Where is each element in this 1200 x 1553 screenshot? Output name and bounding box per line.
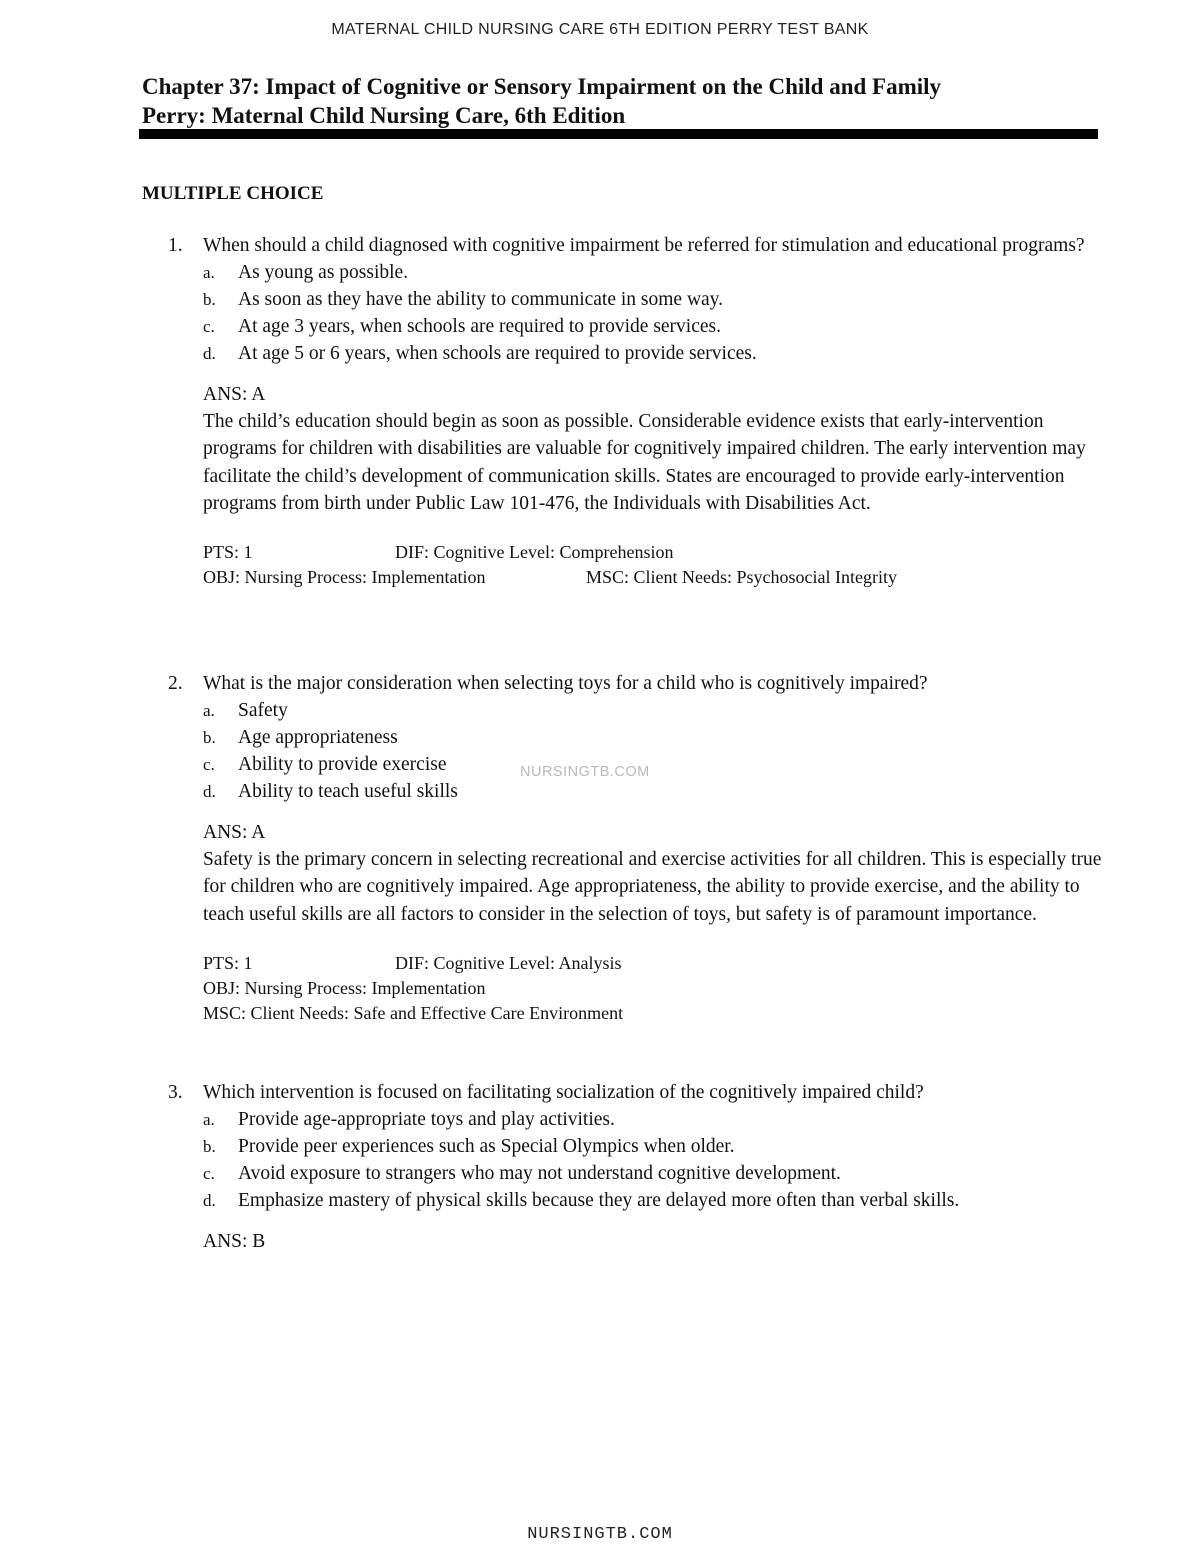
- question-metadata: [142, 540, 1102, 590]
- option-letter: d.: [203, 344, 216, 363]
- option-letter: d.: [203, 1191, 216, 1210]
- option-c: [142, 1160, 1102, 1187]
- page-footer: NURSINGTB.COM: [527, 1525, 673, 1544]
- option-text: Safety: [238, 700, 288, 721]
- option-text: At age 3 years, when schools are required to provide services.: [238, 316, 721, 337]
- option-letter: d.: [203, 782, 216, 801]
- option-letter: c.: [203, 1164, 215, 1183]
- option-d: [142, 1187, 1098, 1214]
- option-letter: a.: [203, 1110, 215, 1129]
- rationale: Safety is the primary concern in selecting recreational and exercise activities for all children. This is especially true for children who are cognitively impaired. Age appropriateness, the ability to provide exercise, and the ability to teach useful skills are all factors to consider in the selection of toys, but safety is of paramount importance.: [203, 849, 1102, 925]
- question-metadata: [142, 951, 1102, 1026]
- option-d: [142, 778, 1102, 805]
- option-letter: b.: [203, 1137, 216, 1156]
- answer-options: [142, 259, 1102, 367]
- question-1: [142, 232, 1102, 590]
- answer-options: [142, 697, 1102, 805]
- question-3: [142, 1079, 1102, 1255]
- option-letter: c.: [203, 755, 215, 774]
- question-stem: [142, 232, 1102, 259]
- question-text: What is the major consideration when selecting toys for a child who is cognitively impaired?: [203, 673, 928, 694]
- difficulty: DIF: Cognitive Level: Analysis: [395, 952, 622, 973]
- option-letter: a.: [203, 263, 215, 282]
- answer-key: ANS: A: [203, 822, 266, 843]
- option-text: As young as possible.: [238, 262, 409, 283]
- option-text: At age 5 or 6 years, when schools are required to provide services.: [238, 343, 757, 364]
- option-text: Ability to provide exercise: [238, 754, 447, 775]
- option-text: Ability to teach useful skills: [238, 781, 458, 802]
- option-letter: c.: [203, 317, 215, 336]
- option-c: [142, 313, 1102, 340]
- chapter-title-block: [142, 72, 1098, 130]
- option-text: Provide age-appropriate toys and play activities.: [238, 1109, 615, 1130]
- question-number: 3.: [168, 1082, 183, 1103]
- rationale: The child’s education should begin as soon as possible. Considerable evidence exists that early-intervention programs for children with disabilities are valuable for cognitively impaired children. The early intervention may facilitate the child’s development of communication skills. States are encouraged to provide early-intervention programs from birth under Public Law 101-476, the Individuals with Disabilities Act.: [203, 411, 1086, 514]
- objective: OBJ: Nursing Process: Implementation: [203, 567, 486, 588]
- option-letter: b.: [203, 728, 216, 747]
- book-title: Perry: Maternal Child Nursing Care, 6th Edition: [142, 103, 626, 128]
- option-letter: b.: [203, 290, 216, 309]
- option-letter: a.: [203, 701, 215, 720]
- answer-key: ANS: B: [203, 1231, 266, 1252]
- option-b: [142, 724, 1102, 751]
- option-a: [142, 259, 1102, 286]
- answer-key: ANS: A: [203, 384, 266, 405]
- client-needs: MSC: Client Needs: Psychosocial Integrity: [586, 567, 897, 588]
- option-text: Provide peer experiences such as Special Olympics when older.: [238, 1136, 735, 1157]
- points: PTS: 1: [203, 542, 253, 563]
- option-b: [142, 1133, 1102, 1160]
- question-2: [142, 670, 1102, 1026]
- question-stem: [142, 1079, 1102, 1106]
- objective: OBJ: Nursing Process: Implementation: [203, 977, 486, 998]
- question-number: 1.: [168, 235, 183, 256]
- option-text: Avoid exposure to strangers who may not understand cognitive development.: [238, 1163, 841, 1184]
- chapter-title: Chapter 37: Impact of Cognitive or Sensory Impairment on the Child and Family: [142, 74, 942, 99]
- question-text: When should a child diagnosed with cognitive impairment be referred for stimulation and educational programs?: [203, 235, 1085, 256]
- option-text: Emphasize mastery of physical skills because they are delayed more often than verbal skills.: [238, 1190, 960, 1211]
- answer-options: [142, 1106, 1102, 1214]
- title-rule: [139, 129, 1098, 139]
- question-number: 2.: [168, 673, 183, 694]
- option-d: [142, 340, 1102, 367]
- question-stem: [142, 670, 1102, 697]
- difficulty: DIF: Cognitive Level: Comprehension: [395, 542, 674, 563]
- option-a: [142, 697, 1102, 724]
- running-header: MATERNAL CHILD NURSING CARE 6TH EDITION PERRY TEST BANK: [331, 21, 869, 38]
- option-text: As soon as they have the ability to communicate in some way.: [238, 289, 724, 310]
- client-needs: MSC: Client Needs: Safe and Effective Care Environment: [203, 1002, 624, 1023]
- option-b: [142, 286, 1102, 313]
- section-heading: MULTIPLE CHOICE: [142, 183, 324, 204]
- watermark: NURSINGTB.COM: [520, 764, 650, 780]
- question-text: Which intervention is focused on facilitating socialization of the cognitively impaired child?: [203, 1082, 924, 1103]
- points: PTS: 1: [203, 952, 253, 973]
- option-text: Age appropriateness: [238, 727, 398, 748]
- option-a: [142, 1106, 1102, 1133]
